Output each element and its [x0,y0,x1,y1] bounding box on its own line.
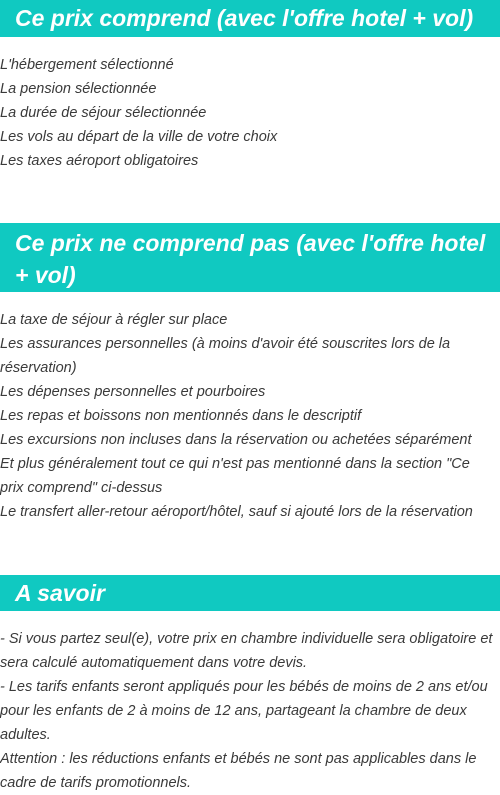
list-item: Les dépenses personnelles et pourboires [0,384,266,400]
section-title-not-included: Ce prix ne comprend pas (avec l'offre hotel + vol) [0,223,500,292]
good-to-know-list [0,627,500,795]
list-item: - Si vous partez seul(e), votre prix en chambre individuelle sera obligatoire et sera calculé automatiquement dans votre devis. [0,631,493,671]
section-title-included: Ce prix comprend (avec l'offre hotel + vol) [0,0,500,37]
included-list [0,53,500,173]
list-item: Le transfert aller-retour aéroport/hôtel, sauf si ajouté lors de la réservation [0,504,473,520]
list-item: La pension sélectionnée [0,81,157,97]
list-item: Les excursions non incluses dans la réservation ou achetées séparément [0,432,472,448]
list-item: La taxe de séjour à régler sur place [0,312,228,328]
list-item: Les taxes aéroport obligatoires [0,153,199,169]
list-item: Et plus généralement tout ce qui n'est pas mentionné dans la section "Ce prix comprend" ci-dessus [0,456,470,496]
list-item: Les vols au départ de la ville de votre choix [0,129,278,145]
list-item: La durée de séjour sélectionnée [0,105,207,121]
list-item: L'hébergement sélectionné [0,57,174,73]
list-item: Les repas et boissons non mentionnés dans le descriptif [0,408,362,424]
list-item: - Les tarifs enfants seront appliqués pour les bébés de moins de 2 ans et/ou pour les enfants de 2 à moins de 12 ans, partageant la chambre de deux adultes. [0,679,488,743]
not-included-list [0,308,500,524]
list-item: Les assurances personnelles (à moins d'avoir été souscrites lors de la réservation) [0,336,451,376]
list-item: Attention : les réductions enfants et bébés ne sont pas applicables dans le cadre de tarifs promotionnels. [0,751,477,791]
section-title-good-to-know: A savoir [0,575,500,611]
